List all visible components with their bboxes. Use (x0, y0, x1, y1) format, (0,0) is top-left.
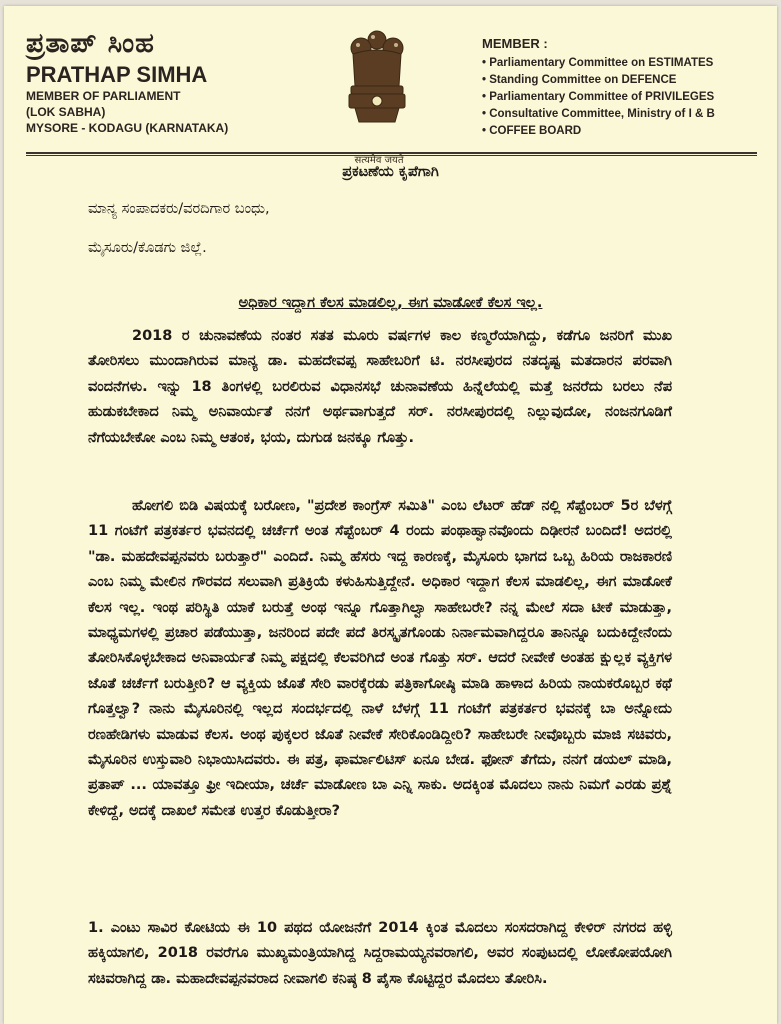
press-heading: ಪ್ರಕಟಣೆಯ ಕೃಪೆಗಾಗಿ (342, 164, 439, 180)
membership-block (482, 36, 715, 140)
membership-item: • Standing Committee on DEFENCE (482, 74, 677, 86)
sender-name-english: PRATHAP SIMHA (26, 62, 208, 87)
membership-item: • Parliamentary Committee of PRIVILEGES (482, 91, 715, 103)
sender-designation: MEMBER OF PARLIAMENT (26, 89, 181, 103)
national-emblem-icon (339, 26, 415, 136)
emblem-motto: सत्यमेव जयते (354, 155, 404, 166)
sender-block (26, 28, 228, 136)
sender-name-kannada: ಪ್ರತಾಪ್ ಸಿಂಹ (26, 28, 155, 59)
member-heading: MEMBER : (482, 36, 548, 51)
location-line: ಮೈಸೂರು/ಕೊಡಗು ಜಿಲ್ಲೆ. (88, 240, 207, 256)
sender-house: (LOK SABHA) (26, 105, 106, 119)
header-divider (26, 152, 757, 154)
letter-subject: ಅಧಿಕಾರ ಇದ್ದಾಗ ಕೆಲಸ ಮಾಡಲಿಲ್ಲ, ಈಗ ಮಾಡೋಕೆ ಕೆಲಸ ಇಲ್ಲ. (238, 295, 543, 311)
paragraph-2: ಹೋಗಲಿ ಬಿಡಿ ವಿಷಯಕ್ಕೆ ಬರೋಣ, "ಪ್ರದೇಶ ಕಾಂಗ್ರೆಸ್ ಸಮಿತಿ" ಎಂಬ ಲೆಟರ್ ಹೆಡ್ ನಲ್ಲಿ ಸೆಪ್ಟೆಂಬರ್ 5ರ ಬೆಳಗ್ಗೆ 11 ಗಂಟೆಗೆ ಪತ್ರಕರ್ತರ ಭವನದಲ್ಲಿ ಚರ್ಚೆಗೆ ಅಂತ ಸೆಪ್ಟೆಂಬರ್ 4 ರಂದು ಪಂಥಾಹ್ವಾನವೊಂದು ದಿಢೀರನೆ ಬಂದಿದೆ! ಅದರಲ್ಲಿ "ಡಾ. ಮಹದೇವಪ್ಪನವರು ಬರುತ್ತಾರೆ" ಎಂದಿದೆ. ನಿಮ್ಮ ಹೆಸರು ಇದ್ದ ಕಾರಣಕ್ಕೆ, ಮೈಸೂರು ಭಾಗದ ಒಬ್ಬ ಹಿರಿಯ ರಾಜಕಾರಣಿ ಎಂಬ ನಿಮ್ಮ ಮೇಲಿನ ಗೌರವದ ಸಲುವಾಗಿ ಪ್ರತಿಕ್ರಿಯೆ ಕಳುಹಿಸುತ್ತಿದ್ದೇನೆ. ಅಧಿಕಾರ ಇದ್ದಾಗ ಕೆಲಸ ಮಾಡಲಿಲ್ಲ, ಈಗ ಮಾಡೋಕೆ ಕೆಲಸ ಇಲ್ಲ. ಇಂಥ ಪರಿಸ್ಥಿತಿ ಯಾಕೆ ಬರುತ್ತೆ ಅಂಥ ಇನ್ನೂ ಗೊತ್ತಾಗಿಲ್ವಾ ಸಾಹೇಬರೇ? ನನ್ನ ಮೇಲೆ ಸದಾ ಟೀಕೆ ಮಾಡುತ್ತಾ, ಮಾಧ್ಯಮಗಳಲ್ಲಿ ಪ್ರಚಾರ ಪಡೆಯುತ್ತಾ, ಜನರಿಂದ ಪದೇ ಪದೆ ತಿರಸ್ಕೃತಗೊಂಡು ನಿರ್ನಾಮವಾಗಿದ್ದರೂ ತಾನಿನ್ನೂ ಬದುಕಿದ್ದೇನೆಂದು ತೋರಿಸಿಕೊಳ್ಳಬೇಕಾದ ಅನಿವಾರ್ಯತೆ ನಿಮ್ಮ ಪಕ್ಷದಲ್ಲಿ ಕೆಲವರಿಗಿದೆ ಅಂತ ಗೊತ್ತು ಸರ್. ಆದರೆ ನೀವೇಕೆ ಅಂತಹ ಕ್ಷುಲ್ಲಕ ವ್ಯಕ್ತಿಗಳ ಜೊತೆ ಚರ್ಚೆಗೆ ಬರುತ್ತೀರಿ? ಆ ವ್ಯಕ್ತಿಯ ಜೊತೆ ಸೇರಿ ವಾರಕ್ಕೆರಡು ಪತ್ರಿಕಾಗೋಷ್ಠಿ ಮಾಡಿ ಹಾಳಾದ ಹಿರಿಯ ನಾಯಕರೊಬ್ಬರ ಕಥೆ ಗೊತ್ತಲ್ವಾ? ನಾನು ಮೈಸೂರಿನಲ್ಲಿ ಇಲ್ಲದ ಸಂದರ್ಭದಲ್ಲಿ ನಾಳೆ ಬೆಳಗ್ಗೆ 11 ಗಂಟೆಗೆ ಪತ್ರಕರ್ತರ ಭವನಕ್ಕೆ ಬಾ ಅನ್ನೋದು ರಣಹೇಡಿಗಳು ಮಾಡುವ ಕೆಲಸ. ಅಂಥ ಪುಕ್ಕಲರ ಜೊತೆ ನೀವೇಕೆ ಸೇರಿಕೊಂಡಿದ್ದೀರಿ? ಸಾಹೇಬರೇ ನೀವೊಬ್ಬರು ಮಾಜಿ ಸಚಿವರು, ಮೈಸೂರಿನ ಉಸ್ತುವಾರಿ ನಿಭಾಯಿಸಿದವರು. ಈ ಪತ್ರ, ಫಾರ್ಮಾಲಿಟಿಸ್ ಏನೂ ಬೇಡ. ಫೋನ್ ತೆಗೆದು, ನನಗೆ ಡಯಲ್ ಮಾಡಿ, ಪ್ರತಾಪ್ ... ಯಾವತ್ತೂ ಫ್ರೀ ಇದೀಯಾ, ಚರ್ಚೆ ಮಾಡೋಣ ಬಾ ಎನ್ನಿ ಸಾಕು. ಅದಕ್ಕಿಂತ ಮೊದಲು ನಾನು ನಿಮಗೆ ಎರಡು ಪ್ರಶ್ನೆ ಕೇಳಿದ್ದೆ, ಅದಕ್ಕೆ ದಾಖಲೆ ಸಮೇತ ಉತ್ತರ ಕೊಡುತ್ತೀರಾ? (88, 498, 672, 819)
salutation: ಮಾನ್ಯ ಸಂಪಾದಕರು/ವರದಿಗಾರ ಬಂಧು, (88, 201, 270, 217)
membership-item: • Parliamentary Committee on ESTIMATES (482, 57, 714, 69)
membership-item: • COFFEE BOARD (482, 125, 582, 137)
header-divider-thin (26, 155, 757, 156)
sender-constituency: MYSORE - KODAGU (KARNATAKA) (26, 121, 229, 135)
paragraph-1: 2018 ರ ಚುನಾವಣೆಯ ನಂತರ ಸತತ ಮೂರು ವರ್ಷಗಳ ಕಾಲ ಕಣ್ಮರೆಯಾಗಿದ್ದು, ಕಡೆಗೂ ಜನರಿಗೆ ಮುಖ ತೋರಿಸಲು ಮುಂದಾಗಿರುವ ಮಾನ್ಯ ಡಾ. ಮಹದೇವಪ್ಪ ಸಾಹೇಬರಿಗೆ ಟಿ. ನರಸೀಪುರದ ನತದೃಷ್ಟ ಮತದಾರನ ಪರವಾಗಿ ವಂದನೆಗಳು. ಇನ್ನು 18 ತಿಂಗಳಲ್ಲಿ ಬರಲಿರುವ ವಿಧಾನಸಭೆ ಚುನಾವಣೆಯ ಹಿನ್ನೆಲೆಯಲ್ಲಿ ಮತ್ತೆ ಜನರೆದು ಬರಲು ನೆಪ ಹುಡುಕಬೇಕಾದ ನಿಮ್ಮ ಅನಿವಾರ್ಯತೆ ನನಗೆ ಅರ್ಥವಾಗುತ್ತದೆ ಸರ್. ನರಸೀಪುರದಲ್ಲಿ ನಿಲ್ಲುವುದೋ, ನಂಜನಗೂಡಿಗೆ ನೆಗೆಯಬೇಕೋ ಎಂಬ ನಿಮ್ಮ ಆತಂಕ, ಭಯ, ದುಗುಡ ಜನಕ್ಕೂ ಗೊತ್ತು. (88, 328, 672, 446)
point-1: 1. ಎಂಟು ಸಾವಿರ ಕೋಟಿಯ ಈ 10 ಪಥದ ಯೋಜನೆಗೆ 2014 ಕ್ಕಿಂತ ಮೊದಲು ಸಂಸದರಾಗಿದ್ದ ಕೇಳಿರ್ ನಗರದ ಹಳ್ಳಿ ಹಕ್ಕಿಯಾಗಲಿ, 2018 ರವರೆಗೂ ಮುಖ್ಯಮಂತ್ರಿಯಾಗಿದ್ದ ಸಿದ್ದರಾಮಯ್ಯನವರಾಗಲಿ, ಅವರ ಸಂಪುಟದಲ್ಲಿ ಲೋಕೋಪಯೋಗಿ ಸಚಿವರಾಗಿದ್ದ ಡಾ. ಮಹಾದೇವಪ್ಪನವರಾದ ನೀವಾಗಲಿ ಕನಿಷ್ಠ 8 ಪೈಸಾ ಕೊಟ್ಟಿದ್ದರ ಮೊದಲು ತೋರಿಸಿ. (88, 920, 672, 987)
letterhead-page (4, 6, 777, 1024)
membership-item: • Consultative Committee, Ministry of I & B (482, 108, 715, 120)
